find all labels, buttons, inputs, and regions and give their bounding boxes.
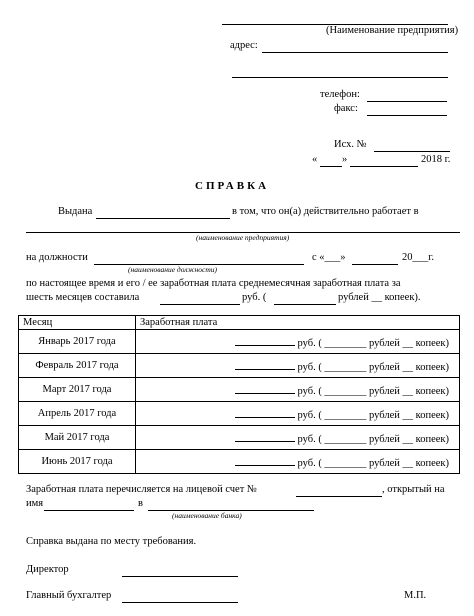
- salary-cell: [136, 402, 460, 426]
- salary-amount-line: [160, 304, 240, 305]
- table-row: [19, 378, 460, 402]
- ref-no-label: Исх. №: [334, 139, 367, 150]
- salary-cell-text: руб. ( ________ рублей __ копеек): [297, 409, 449, 421]
- issued-name-line: [96, 218, 230, 219]
- name-line: [44, 510, 134, 511]
- salary-cell: [136, 450, 460, 474]
- table-header-row: [19, 316, 460, 330]
- table-row: [19, 330, 460, 354]
- month-cell: Январь 2017 года: [19, 330, 136, 354]
- director-signature-line: [122, 576, 238, 577]
- address-line: [262, 52, 448, 53]
- document-title: СПРАВКА: [195, 180, 270, 192]
- position-year: 20___г.: [402, 252, 434, 263]
- stamp-label: М.П.: [404, 590, 427, 601]
- salary-text-2b: руб. (: [242, 292, 267, 303]
- phone-line: [367, 101, 447, 102]
- month-cell: Февраль 2017 года: [19, 354, 136, 378]
- month-column-header: Месяц: [19, 316, 136, 330]
- salary-cell: [136, 426, 460, 450]
- date-month-line: [350, 166, 418, 167]
- salary-cell: [136, 378, 460, 402]
- position-from: с «___»: [312, 252, 346, 263]
- month-cell: Март 2017 года: [19, 378, 136, 402]
- account-number-line: [296, 496, 382, 497]
- name-label: имя: [26, 498, 44, 509]
- salary-cell: [136, 330, 460, 354]
- bank-caption: (наименование банка): [172, 511, 242, 520]
- phone-label: телефон:: [320, 89, 360, 100]
- date-day-line: [320, 166, 342, 167]
- salary-cell-text: руб. ( ________ рублей __ копеек): [297, 433, 449, 445]
- salary-text-2c: рублей __ копеек).: [338, 292, 421, 303]
- address-label: адрес:: [230, 40, 258, 51]
- issued-label: Выдана: [58, 206, 93, 217]
- salary-rub-line: [274, 304, 336, 305]
- salary-cell-text: руб. ( ________ рублей __ копеек): [297, 457, 449, 469]
- salary-cell-text: руб. ( ________ рублей __ копеек): [297, 337, 449, 349]
- month-cell: Июнь 2017 года: [19, 450, 136, 474]
- salary-cell-text: руб. ( ________ рублей __ копеек): [297, 361, 449, 373]
- position-caption: (наименование должности): [128, 265, 218, 274]
- date-close-quote: »: [342, 154, 348, 165]
- salary-cell: [136, 354, 460, 378]
- salary-text-line1: по настоящее время и его / ее заработная плата среднемесячная заработная плата за: [26, 278, 401, 289]
- accountant-signature-line: [122, 602, 238, 603]
- accountant-label: Главный бухгалтер: [26, 590, 112, 601]
- fax-line: [367, 115, 447, 116]
- table-row: [19, 450, 460, 474]
- position-month-line: [352, 264, 398, 265]
- salary-text-2a: шесть месяцев составила: [26, 292, 140, 303]
- purpose-text: Справка выдана по месту требования.: [26, 536, 197, 547]
- org-caption: (наименование предприятия): [196, 233, 290, 242]
- table-row: [19, 426, 460, 450]
- position-label: на должности: [26, 252, 88, 263]
- ref-no-line: [374, 151, 450, 152]
- date-year: 2018 г.: [421, 154, 451, 165]
- director-label: Директор: [26, 564, 69, 575]
- address-line-2: [232, 77, 448, 78]
- salary-column-header: Заработная плата: [136, 316, 460, 330]
- salary-cell-text: руб. ( ________ рублей __ копеек): [297, 385, 449, 397]
- month-cell: Апрель 2017 года: [19, 402, 136, 426]
- account-text: Заработная плата перечисляется на лицевой счет №: [26, 484, 257, 495]
- date-open-quote: «: [312, 154, 318, 165]
- table-row: [19, 402, 460, 426]
- org-name-caption: (Наименование предприятия): [326, 25, 459, 36]
- fax-label: факс:: [334, 103, 358, 114]
- table-row: [19, 354, 460, 378]
- month-cell: Май 2017 года: [19, 426, 136, 450]
- account-open-text: , открытый на: [382, 484, 445, 495]
- issued-text: в том, что он(а) действительно работает в: [232, 206, 419, 217]
- salary-table: [18, 315, 460, 474]
- name-in: в: [138, 498, 143, 509]
